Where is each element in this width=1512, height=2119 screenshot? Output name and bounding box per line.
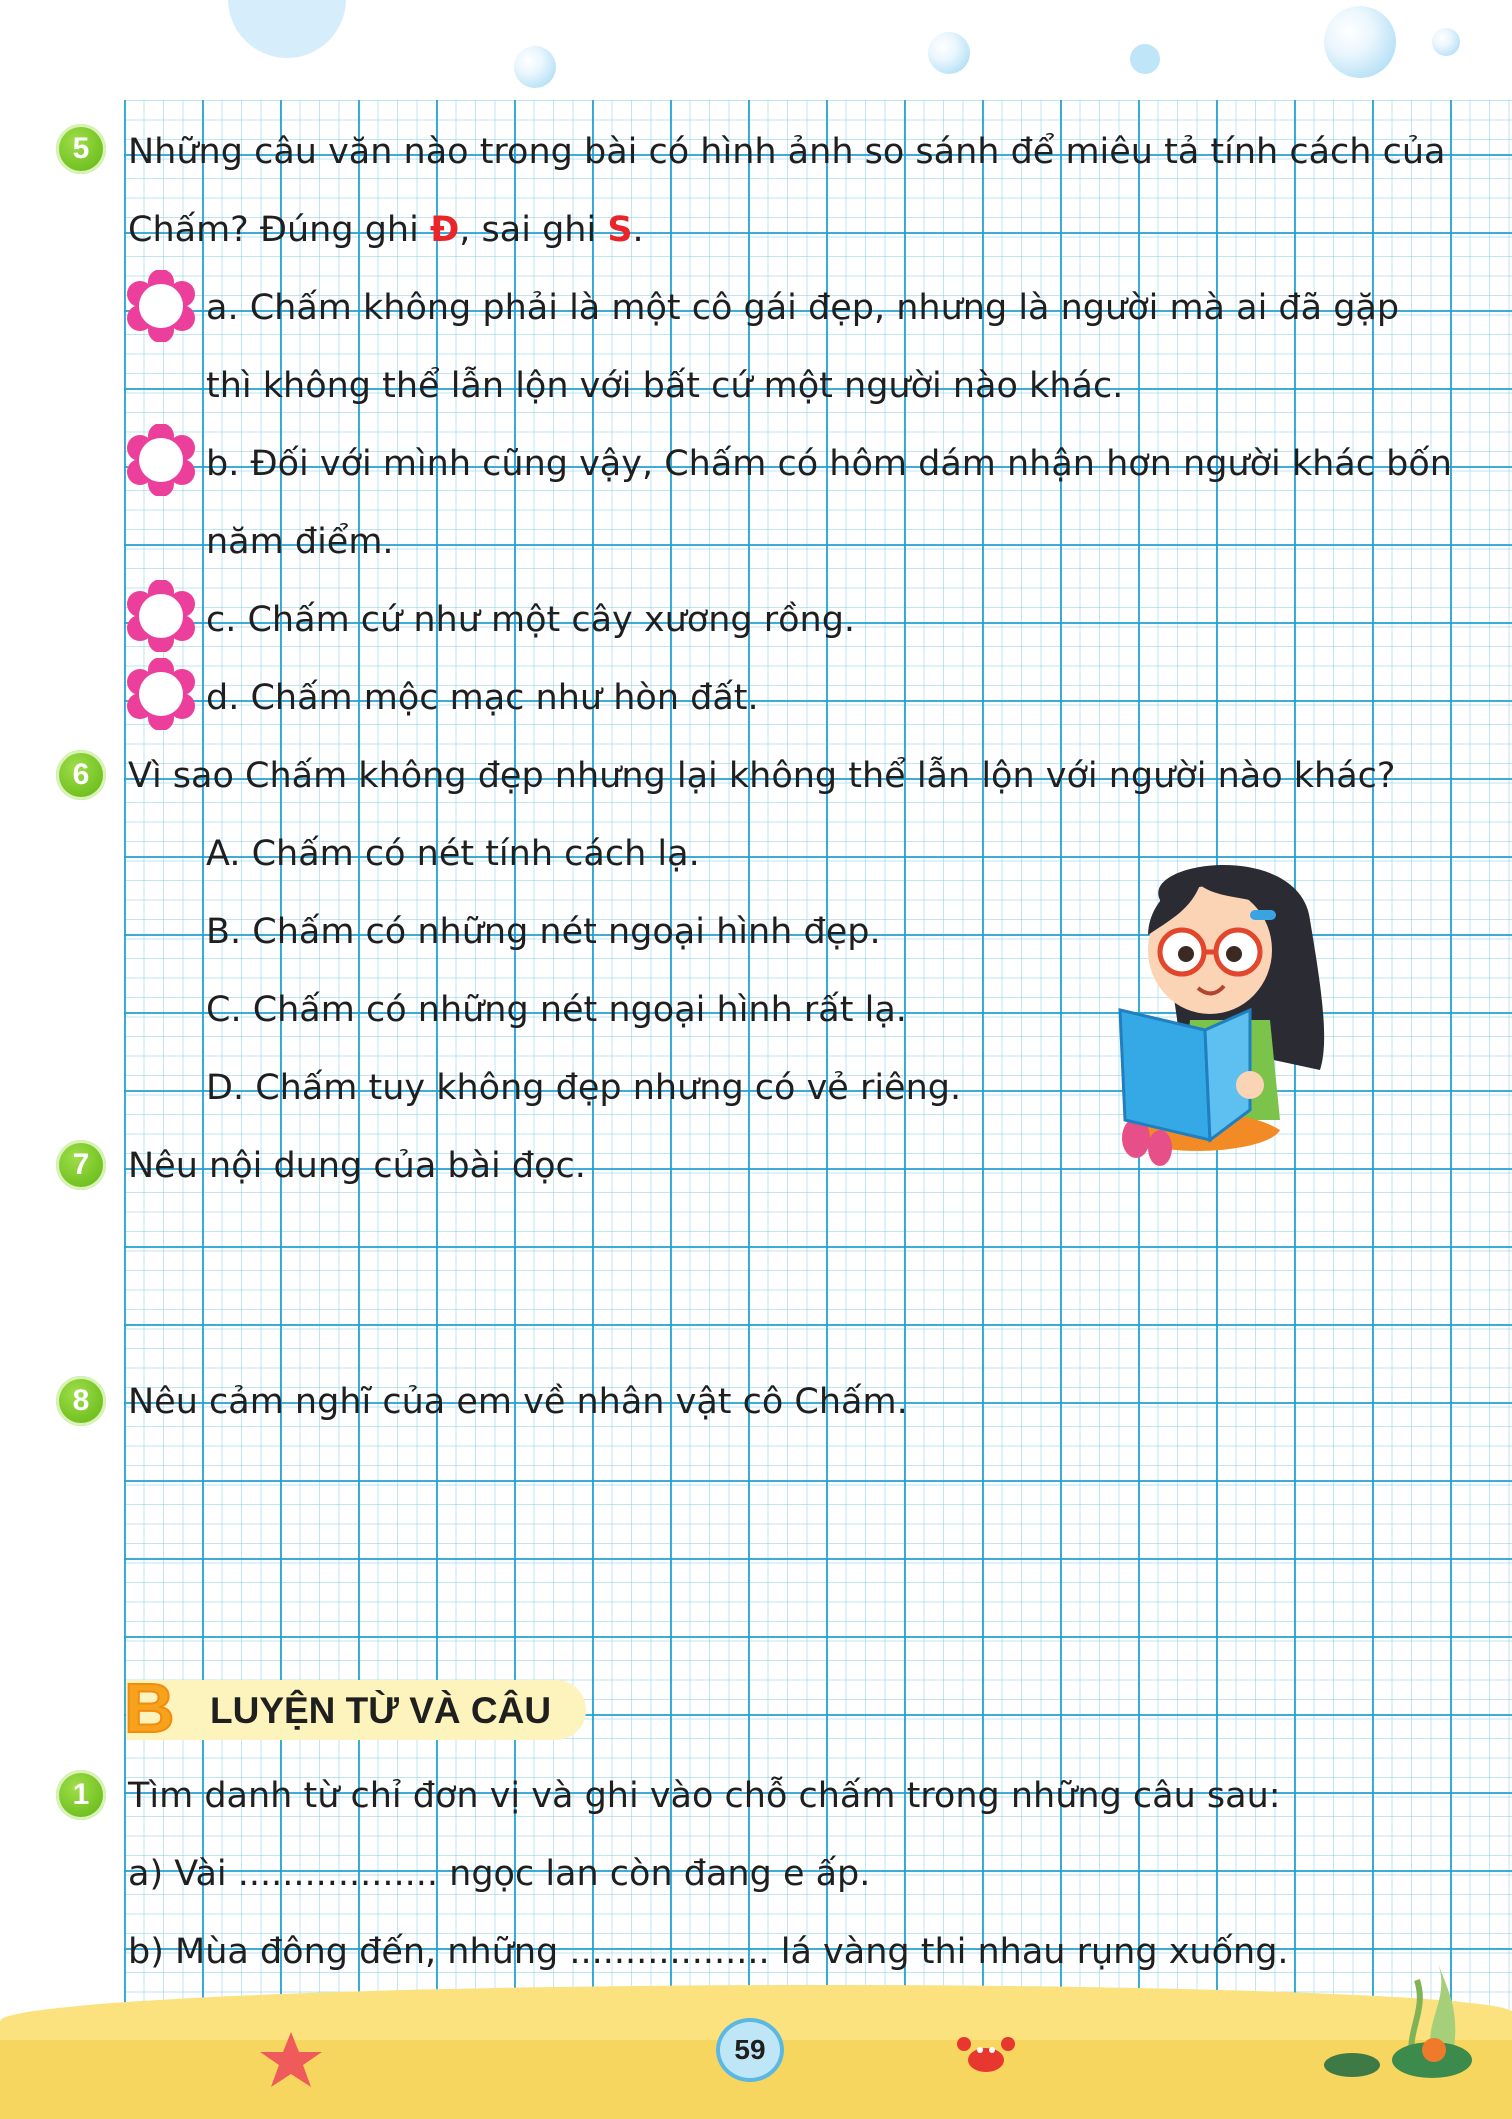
question-5-text: Những câu văn nào trong bài có hình ảnh so sánh để miêu tả tính cách của [128,132,1446,172]
exercise-1-item-a[interactable]: a) Vài .................. ngọc lan còn đang e ấp. [128,1854,871,1894]
question-5-instruction [128,210,644,250]
question-number: 8 [72,1384,90,1417]
section-title: LUYỆN TỪ VÀ CÂU [210,1690,552,1731]
question-number: 6 [72,758,90,791]
option-C[interactable]: C. Chấm có những nét ngoại hình rất lạ. [206,990,907,1030]
question-number-badge [56,1140,106,1190]
exercise-1-text: Tìm danh từ chỉ đơn vị và ghi vào chỗ chấm trong những câu sau: [128,1776,1281,1816]
option-d: d. Chấm mộc mạc như hòn đất. [206,678,759,718]
option-D[interactable]: D. Chấm tuy không đẹp nhưng có vẻ riêng. [206,1068,962,1108]
question-7-text: Nêu nội dung của bài đọc. [128,1146,586,1186]
question-number-badge [56,1376,106,1426]
crab-icon [956,2030,1016,2080]
option-b-line1: b. Đối với mình cũng vậy, Chấm có hôm dám nhận hơn người khác bốn [206,444,1452,484]
answer-box-flower-b[interactable] [125,424,197,496]
question-number-badge [56,124,106,174]
option-a-line2: thì không thể lẫn lộn với bất cứ một người nào khác. [206,366,1124,406]
section-letter: B [124,1669,175,1747]
question-number: 5 [72,132,90,165]
question-number-badge [56,1770,106,1820]
question-number: 7 [72,1148,90,1181]
bubble-decoration [1130,44,1160,74]
option-c: c. Chấm cứ như một cây xương rồng. [206,600,856,640]
bubble-decoration [1432,28,1460,56]
question-number: 1 [72,1778,90,1811]
bubble-decoration [514,46,556,88]
answer-box-flower-d[interactable] [125,658,197,730]
false-mark: S [607,210,633,250]
instruction-text: . [632,210,644,250]
option-b-line2: năm điểm. [206,522,394,562]
bubble-decoration [1324,6,1396,78]
question-6-text: Vì sao Chấm không đẹp nhưng lại không thể lẫn lộn với người nào khác? [128,756,1396,796]
exercise-1-item-b[interactable]: b) Mùa đông đến, những .................. lá vàng thi nhau rụng xuống. [128,1932,1289,1972]
option-B[interactable]: B. Chấm có những nét ngoại hình đẹp. [206,912,881,952]
starfish-icon [256,2030,326,2090]
answer-box-flower-a[interactable] [125,270,197,342]
bubble-decoration [928,32,970,74]
page-number: 59 [716,2018,784,2082]
option-A[interactable]: A. Chấm có nét tính cách lạ. [206,834,700,874]
seaweed-rocks-icon [1312,1930,1512,2080]
true-mark: Đ [429,210,460,250]
answer-box-flower-c[interactable] [125,580,197,652]
question-number-badge [56,750,106,800]
bubble-decoration [228,0,346,58]
option-a-line1: a. Chấm không phải là một cô gái đẹp, nhưng là người mà ai đã gặp [206,288,1400,328]
question-8-text: Nêu cảm nghĩ của em về nhân vật cô Chấm. [128,1382,908,1422]
girl-reading-illustration [1100,840,1340,1180]
instruction-text: Chấm? Đúng ghi [128,210,430,250]
instruction-text: , sai ghi [459,210,608,250]
